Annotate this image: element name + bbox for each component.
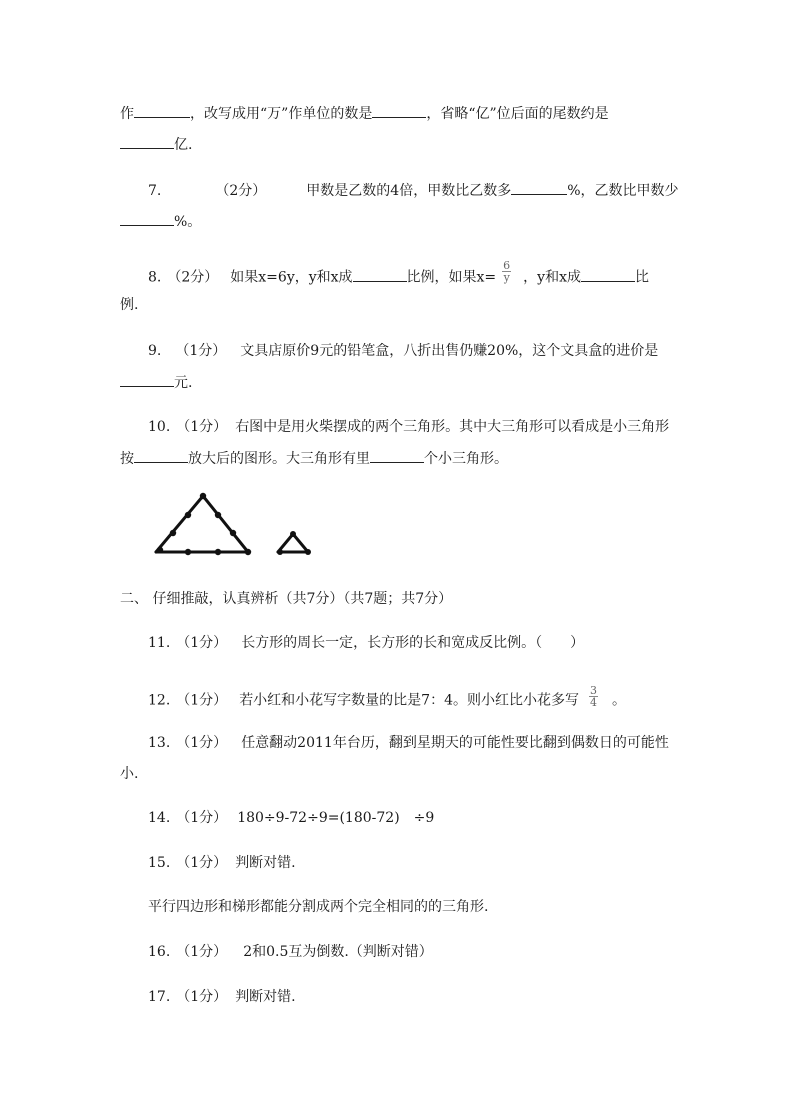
q7-text-b: %，乙数比甲数少 [567,183,679,199]
q7-blank-2[interactable] [120,211,174,226]
q7-line2 [120,211,201,232]
q16-number: 16. [148,944,171,960]
q13-text-b: 小. [120,766,139,782]
q6-blank-3[interactable] [120,134,174,149]
q6-text-b: ，改写成用“万”作单位的数是 [190,106,373,122]
q13-line2 [120,764,138,784]
q7-score: （2分） [215,183,267,199]
q9-number: 9. [148,343,162,359]
q7-line1 [148,180,679,201]
q13-text-a: 任意翻动2011年台历，翻到星期天的可能性要比翻到偶数日的可能性 [241,735,669,751]
q12-score: （1分） [176,692,228,709]
q10-text-b: 按 [120,451,134,467]
q8-frac-num: 6 [503,259,511,272]
q9-line2 [120,372,192,393]
q13-number: 13. [148,735,171,751]
q7-blank-1[interactable] [511,180,567,195]
q6-line2 [120,134,192,155]
q12-frac-den: 4 [590,696,598,709]
q9-line1 [148,341,658,361]
q10-line1 [148,417,669,437]
section-2-title: 二、 仔细推敲，认真辨析（共7分）（共7题；共7分） [120,591,453,607]
q8-blank-2[interactable] [581,267,635,282]
big-triangle-right-side [203,496,248,552]
q8-frac-den: y [503,271,510,284]
q10-text-a: 右图中是用火柴摆成的两个三角形。其中大三角形可以看成是小三角形 [235,419,670,435]
q16-line [148,942,433,962]
q9-score: （1分） [175,343,227,359]
q8-text-b: 比例，如果x= [406,269,497,286]
q17-score: （1分） [176,989,228,1005]
q10-text-c: 放大后的图形。大三角形有里 [188,451,370,467]
q10-blank-2[interactable] [370,448,424,463]
q13-score: （1分） [176,735,228,751]
q16-text: 2和0.5互为倒数.（判断对错） [243,944,433,960]
q12-frac-num: 3 [590,684,598,697]
q6-text-c: ，省略“亿”位后面的尾数约是 [426,106,609,122]
q6-blank-2[interactable] [372,103,426,118]
q8-score: （2分） [167,269,219,286]
q9-text-a: 文具店原价9元的铅笔盒，八折出售仍赚20%，这个文具盒的进价是 [240,343,659,359]
q15-text: 判断对错. [235,855,296,871]
q15-score: （1分） [176,855,228,871]
q15-number: 15. [148,855,171,871]
q7-number: 7. [148,183,162,199]
q8-line1 [148,259,649,289]
q8-line2 [120,295,138,315]
q8-text-e: 例. [120,297,139,313]
q11-score: （1分） [176,635,228,651]
q17-number: 17. [148,989,171,1005]
q12-text-b: 。 [612,692,627,709]
q6-line1 [120,103,609,124]
q10-text-d: 个小三角形。 [424,451,508,467]
q14-text: 180÷9-72÷9=(180-72) ÷9 [237,810,435,826]
q15-line1 [148,853,296,873]
q9-text-b: 元. [174,375,193,391]
small-triangle-right-side [293,534,308,552]
q6-blank-1[interactable] [134,103,190,118]
q7-text-c: %。 [174,214,202,230]
q14-score: （1分） [176,810,228,826]
q11-line [148,633,584,653]
q12-text-a: 若小红和小花写字数量的比是7：4。则小红比小花多写 [239,692,580,709]
q11-text: 长方形的周长一定，长方形的长和宽成反比例。（ ） [241,635,585,651]
q8-fraction [502,260,511,283]
q12-fraction [589,685,598,708]
q6-text-d: 亿. [174,137,193,153]
q17-text: 判断对错. [235,989,296,1005]
q8-text-a: 如果x=6y，y和x成 [230,269,353,286]
big-triangle-left-side [156,496,203,552]
q16-score: （1分） [176,944,228,960]
q8-number: 8. [148,269,162,286]
q8-blank-1[interactable] [353,267,407,282]
q10-line2 [120,448,508,469]
q11-number: 11. [148,635,171,651]
q15-line2: 平行四边形和梯形都能分割成两个完全相同的的三角形. [148,899,489,915]
q9-blank-1[interactable] [120,372,174,387]
q7-text-a: 甲数是乙数的4倍，甲数比乙数多 [306,183,512,199]
q6-text-a: 作 [120,106,134,122]
q12-number: 12. [148,692,171,709]
q13-line1 [148,733,669,753]
matchstick-triangles-figure [148,488,318,568]
q14-number: 14. [148,810,171,826]
q10-number: 10. [148,419,171,435]
q10-score: （1分） [176,419,228,435]
q14-line [148,808,434,828]
q12-line [148,684,627,712]
q17-line [148,987,296,1007]
q8-text-d: 比 [634,269,649,286]
q8-text-c: ，y和x成 [523,269,581,286]
q10-blank-1[interactable] [134,448,188,463]
